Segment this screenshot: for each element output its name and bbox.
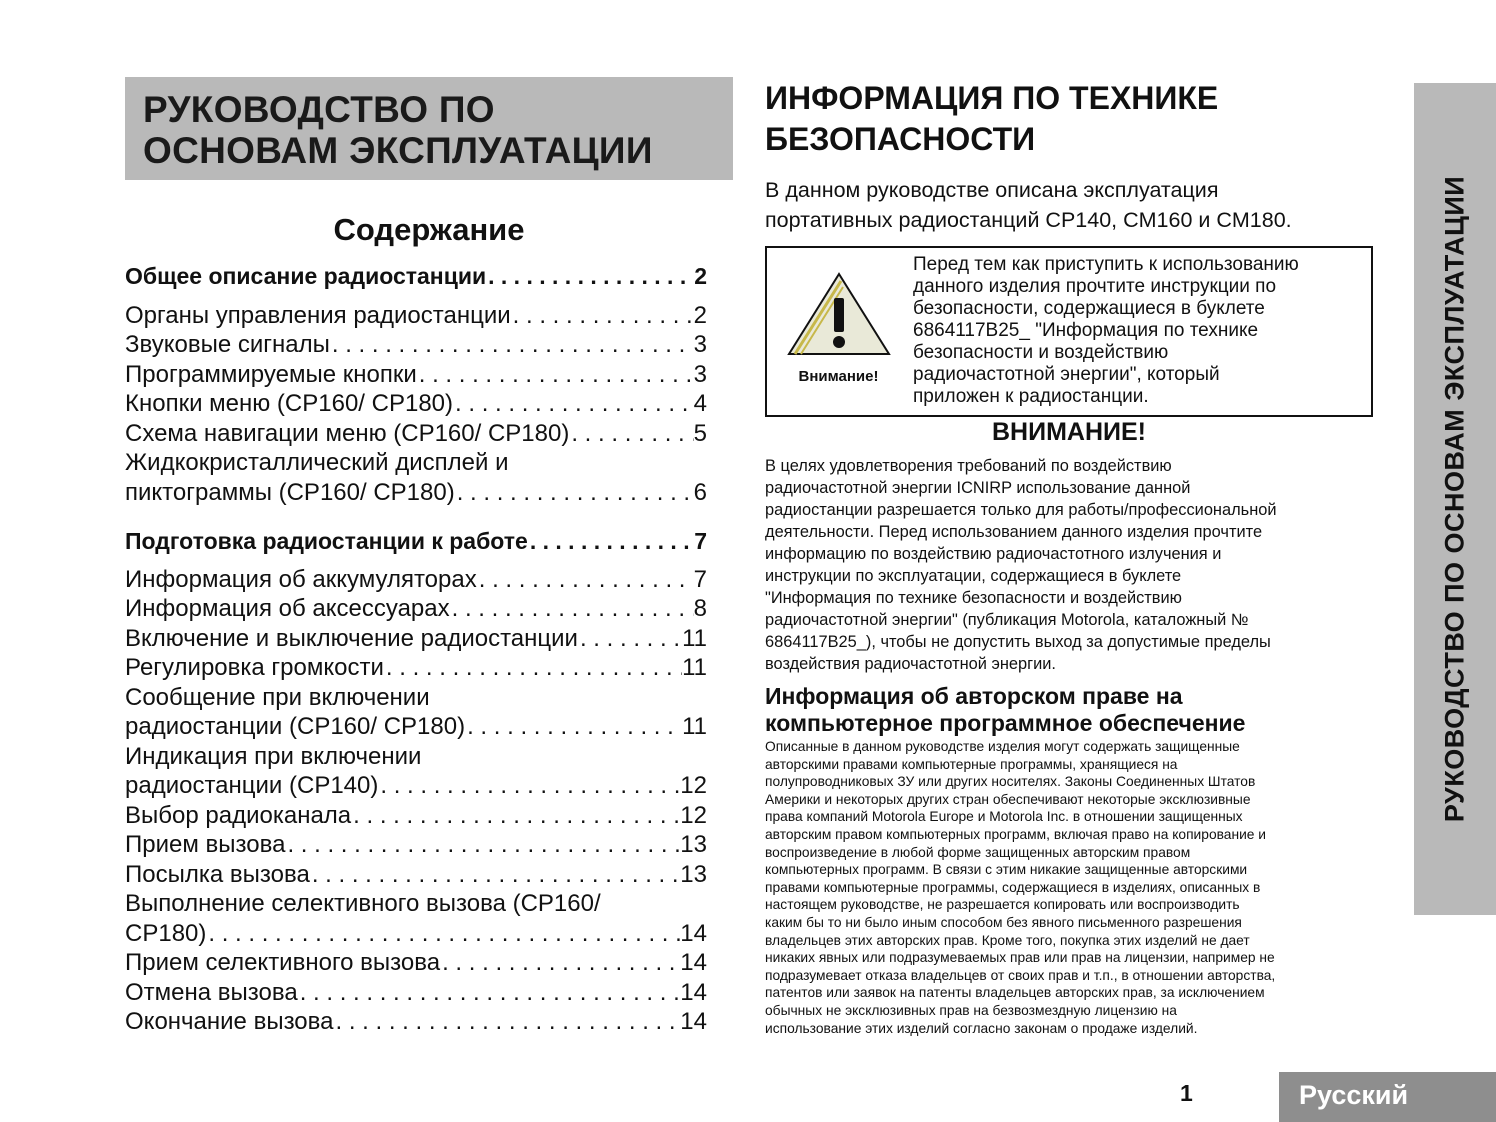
toc-entry-label: Индикация при включении	[125, 742, 422, 770]
toc-entry[interactable]	[125, 594, 707, 624]
toc-leader	[486, 262, 694, 292]
toc-entry-label: Прием вызова	[125, 831, 286, 858]
toc-leader	[569, 419, 693, 449]
toc-entry[interactable]	[125, 712, 707, 742]
copyright-line: компьютерных программ. В связи с этим никакие защищенные авторскими	[765, 862, 1248, 878]
toc-leader	[455, 478, 694, 508]
language-label: Русский	[1299, 1080, 1409, 1110]
rf-line: В целях удовлетворения требований по воздействию	[765, 457, 1172, 475]
toc-leader	[578, 624, 682, 654]
rf-line: инструкции по эксплуатации, содержащиеся в буклете	[765, 567, 1182, 585]
safety-title-line1: ИНФОРМАЦИЯ ПО ТЕХНИКЕ	[765, 80, 1219, 116]
toc-page: 3	[693, 360, 707, 388]
toc-entry-label: Регулировка громкости	[125, 654, 384, 681]
warning-box	[765, 246, 1373, 417]
toc-entry[interactable]	[125, 330, 707, 360]
toc-entry[interactable]	[125, 830, 707, 860]
copyright-line: использование этих изделий согласно законам о продаже изделий.	[765, 1020, 1198, 1036]
toc-page: 6	[693, 478, 707, 506]
toc-leader	[450, 594, 694, 624]
copyright-line: Описанные в данном руководстве изделия могут содержать защищенные	[765, 739, 1240, 754]
toc-entry-label: Информация об аккумуляторах	[125, 565, 477, 593]
toc-entry[interactable]	[125, 419, 707, 449]
copyright-line: права компаний Motorola Europe и Motorola Inc. в отношении защищенных	[765, 809, 1243, 825]
copyright-line: никаких явных или подразумеваемых прав или прав на лицензии, например не	[765, 950, 1275, 966]
toc-page: 2	[693, 301, 707, 329]
toc-entry[interactable]	[125, 919, 707, 949]
warning-line: радиочастотной энергии", который	[913, 364, 1220, 385]
toc-entry[interactable]	[125, 653, 707, 683]
toc-page: 11	[682, 624, 707, 652]
copyright-title-line1: Информация об авторском праве на	[765, 683, 1183, 709]
toc-entry-label: Окончание вызова	[125, 1008, 334, 1035]
side-tab-label: РУКОВОДСТВО ПО ОСНОВАМ ЭКСПЛУАТАЦИИ	[1439, 175, 1470, 823]
toc-entry[interactable]	[125, 360, 707, 390]
toc-page: 7	[693, 565, 707, 593]
toc-leader	[330, 330, 694, 360]
rf-line: "Информация по технике безопасности и воздействию	[765, 589, 1182, 607]
manual-title-line1: РУКОВОДСТВО ПО	[143, 89, 495, 130]
toc-entry-label: Схема навигации меню (CP160/ CP180)	[125, 419, 570, 447]
toc-entry[interactable]	[125, 478, 707, 508]
safety-title	[765, 78, 1218, 160]
rf-line: радиочастотной энергии ICNIRP использование данной	[765, 479, 1191, 497]
toc-entry-label: пиктограммы (CP160/ CP180)	[125, 478, 455, 506]
safety-intro	[765, 175, 1375, 235]
toc-leader	[310, 860, 680, 890]
warning-line: приложен к радиостанции.	[913, 386, 1149, 407]
toc-entry-label: Программируемые кнопки	[125, 360, 417, 388]
toc-entry-label: Звуковые сигналы	[125, 331, 330, 358]
copyright-line: патентов или заявок на патенты владельцев авторских прав, за исключением	[765, 985, 1265, 1001]
toc-entry[interactable]	[125, 948, 707, 978]
toc-section-general[interactable]	[125, 262, 707, 292]
toc-page: 2	[694, 263, 707, 289]
copyright-title-line2: компьютерное программное обеспечение	[765, 710, 1246, 736]
rf-exposure-text	[765, 455, 1375, 675]
toc-leader	[285, 830, 680, 860]
toc-entry[interactable]	[125, 978, 707, 1008]
toc-page: 4	[693, 390, 707, 417]
copyright-title	[765, 683, 1245, 737]
toc-entry[interactable]	[125, 1007, 707, 1037]
toc-entry-label: Жидкокристаллический дисплей и	[125, 449, 509, 476]
language-tab	[1279, 1072, 1496, 1122]
toc-page: 11	[682, 654, 707, 681]
table-of-contents	[125, 262, 707, 1037]
side-section-tab	[1414, 83, 1496, 915]
copyright-line: настоящем руководстве, не разрешается копировать или воспроизводить	[765, 897, 1240, 913]
copyright-line: подразумевает отказа владельцев от своих прав и т.п., в отношении авторства,	[765, 967, 1276, 983]
toc-leader	[333, 1007, 680, 1037]
copyright-line: Америки и некоторых других стран обеспечивают некоторые эксклюзивные	[765, 791, 1251, 807]
toc-entry-label: Посылка вызова	[125, 860, 310, 888]
rf-line: воздействия радиочастотной энергии.	[765, 655, 1056, 673]
warning-line: безопасности, содержащиеся в буклете	[913, 298, 1265, 319]
toc-page: 5	[693, 419, 707, 447]
toc-entry-label: радиостанции (CP140)	[125, 772, 379, 799]
toc-leader	[384, 653, 682, 683]
toc-leader	[351, 801, 680, 831]
toc-leader	[453, 389, 694, 419]
toc-page: 12	[680, 801, 707, 829]
toc-page: 12	[680, 772, 707, 799]
copyright-line: авторскими правами компьютерные программы, хранящиеся на	[765, 756, 1178, 772]
intro-line: портативных радиостанций CP140, CM160 и CM180.	[765, 208, 1292, 232]
copyright-line: владельцев этих авторских прав. Кроме того, покупка этих изделий не дает	[765, 932, 1250, 948]
copyright-line: обычных не эксклюзивных прав на безвозмездную лицензию на	[765, 1002, 1177, 1018]
toc-page: 13	[680, 860, 707, 888]
rf-line: информацию по воздействию радиочастотного излучения и	[765, 545, 1222, 563]
toc-entry-line1[interactable]	[125, 742, 707, 772]
toc-leader	[528, 527, 694, 557]
toc-entry-label: CP180)	[125, 919, 207, 947]
rf-line: деятельности. Перед использованием данного изделия прочтите	[765, 523, 1263, 541]
toc-entry[interactable]	[125, 860, 707, 890]
warning-line: Перед тем как приступить к использованию	[913, 254, 1299, 275]
toc-entry-label: Сообщение при включении	[125, 683, 430, 711]
toc-entry-label: Отмена вызова	[125, 978, 298, 1006]
page-number: 1	[1180, 1080, 1193, 1106]
manual-title-line2: ОСНОВАМ ЭКСПЛУАТАЦИИ	[143, 130, 653, 171]
warning-line: безопасности и воздействию	[913, 342, 1169, 363]
toc-page: 14	[680, 978, 707, 1006]
copyright-text	[765, 738, 1375, 1037]
copyright-line: авторским правом компьютерных программ, включая право на копирование и	[765, 826, 1266, 842]
toc-entry-label: Кнопки меню (CP160/ CP180)	[125, 390, 454, 417]
manual-title-block	[125, 77, 733, 180]
toc-section-preparation[interactable]	[125, 527, 707, 557]
copyright-line: правами компьютерные программы, содержащиеся в изделиях, описанных в	[765, 879, 1261, 895]
warning-triangle-icon	[781, 268, 891, 358]
toc-entry[interactable]	[125, 771, 707, 801]
toc-leader	[206, 919, 680, 949]
toc-entry-label: Общее описание радиостанции	[125, 263, 487, 289]
warning-line: данного изделия прочтите инструкции по	[913, 276, 1277, 297]
toc-entry-label: Прием селективного вызова	[125, 949, 441, 976]
toc-entry-line1[interactable]	[125, 889, 707, 919]
toc-page: 3	[693, 331, 707, 358]
copyright-line: полупроводниковых ЗУ или других носителях. Законы Соединенных Штатов	[765, 774, 1256, 790]
toc-entry[interactable]	[125, 624, 707, 654]
toc-page: 14	[680, 919, 707, 947]
rf-line: радиостанции разрешается только для работы/профессиональной	[765, 501, 1277, 519]
toc-entry[interactable]	[125, 565, 707, 595]
toc-leader	[417, 360, 694, 390]
toc-page: 14	[680, 949, 707, 976]
toc-entry-line1[interactable]	[125, 448, 707, 478]
toc-leader	[477, 565, 694, 595]
toc-entry[interactable]	[125, 801, 707, 831]
toc-page: 7	[694, 528, 707, 554]
rf-line: радиочастотной энергии" (публикация Motorola, каталожный №	[765, 611, 1249, 629]
toc-entry-line1[interactable]	[125, 683, 707, 713]
toc-entry-label: радиостанции (CP160/ CP180)	[125, 713, 466, 740]
toc-leader	[465, 712, 682, 742]
toc-leader	[298, 978, 681, 1008]
safety-title-line2: БЕЗОПАСНОСТИ	[765, 121, 1036, 157]
toc-entry-label: Подготовка радиостанции к работе	[125, 528, 528, 554]
toc-entry[interactable]	[125, 301, 707, 331]
copyright-line: воспроизведение в любой форме защищенных авторским правом	[765, 844, 1191, 860]
toc-entry[interactable]	[125, 389, 707, 419]
warning-line: 6864117B25_ "Информация по технике	[913, 320, 1259, 341]
toc-entry-label: Выполнение селективного вызова (CP160/	[125, 890, 601, 917]
attention-heading: ВНИМАНИЕ!	[992, 418, 1146, 446]
toc-entry-label: Информация об аксессуарах	[125, 595, 450, 622]
toc-entry-label: Включение и выключение радиостанции	[125, 624, 578, 652]
warning-caption: Внимание!	[798, 368, 879, 385]
toc-heading: Содержание	[333, 212, 525, 247]
warning-text	[913, 254, 1368, 408]
toc-leader	[511, 301, 694, 331]
toc-leader	[378, 771, 680, 801]
copyright-line: каким бы то ни было иным способом без явного письменного разрешения	[765, 914, 1242, 930]
toc-leader	[440, 948, 680, 978]
toc-page: 13	[680, 831, 707, 858]
toc-entry-label: Выбор радиоканала	[125, 801, 352, 829]
intro-line: В данном руководстве описана эксплуатация	[765, 178, 1219, 202]
toc-page: 11	[682, 713, 707, 740]
toc-entry-label: Органы управления радиостанции	[125, 301, 511, 329]
rf-line: 6864117B25_), чтобы не допустить выход за допустимые пределы	[765, 633, 1271, 651]
toc-page: 8	[693, 595, 707, 622]
toc-page: 14	[680, 1008, 707, 1035]
